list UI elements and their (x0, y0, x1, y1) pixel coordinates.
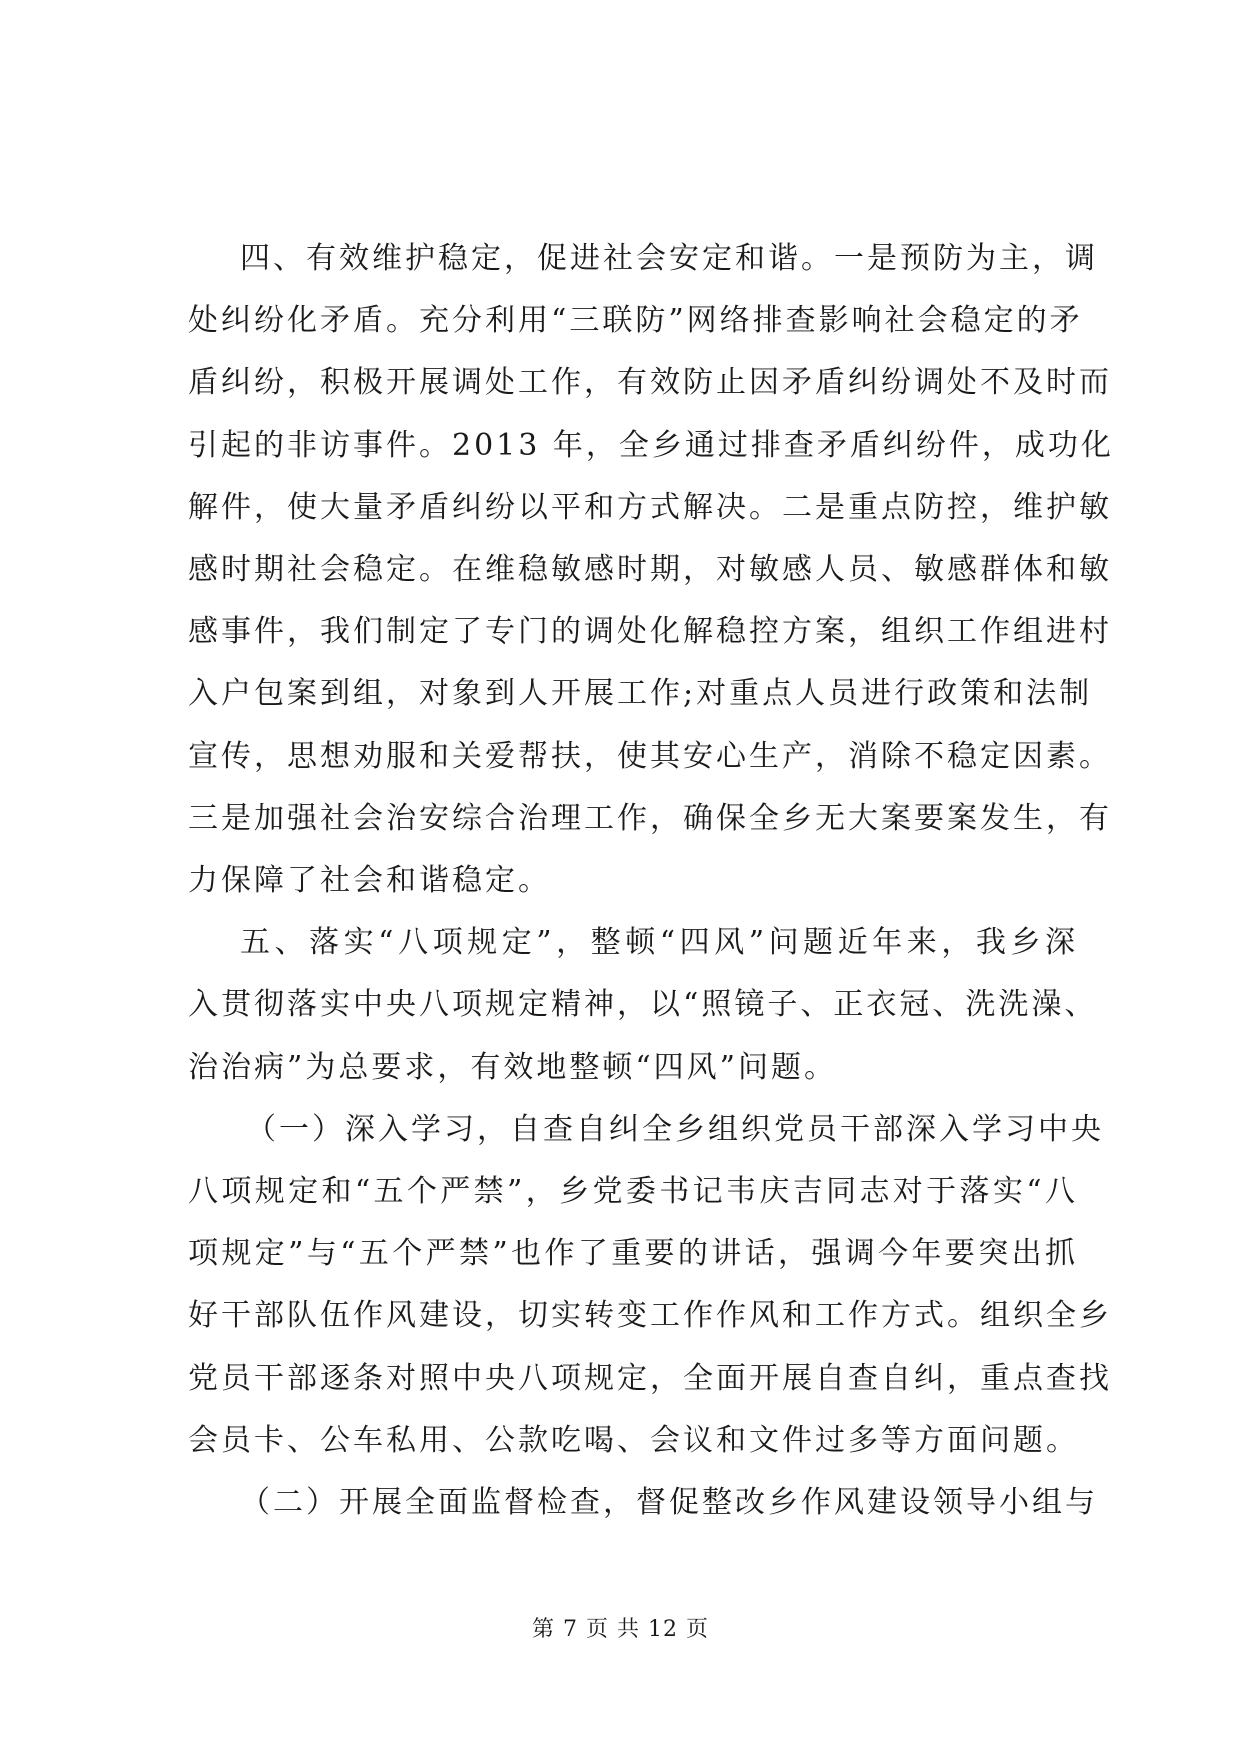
paragraph-section-5 (188, 912, 1098, 1099)
text-line: 感事件，我们制定了专门的调处化解稳控方案，组织工作组进村 (188, 614, 1112, 650)
text-line: 项规定”与“五个严禁”也作了重要的讲话，强调今年要突出抓 (188, 1236, 1078, 1272)
text-line: 好干部队伍作风建设，切实转变工作作风和工作方式。组织全乡 (188, 1298, 1112, 1334)
document-body (188, 228, 1114, 1534)
text-line: 四、有效维护稳定，促进社会安定和谐。一是预防为主，调 (240, 241, 1098, 276)
text-line: 三是加强社会治安综合治理工作，确保全乡无大案要案发生，有 (188, 800, 1112, 836)
page-number-footer: 第 7 页 共 12 页 (532, 1617, 709, 1642)
text-line: 治治病”为总要求，有效地整顿“四风”问题。 (188, 1049, 838, 1085)
text-line: 入户包案到组，对象到人开展工作;对重点人员进行政策和法制 (188, 676, 1093, 712)
text-line: 会员卡、公车私用、公款吃喝、会议和文件过多等方面问题。 (188, 1422, 1079, 1458)
paragraph-subsection-1 (188, 1099, 1112, 1472)
text-line: 解件，使大量矛盾纠纷以平和方式解决。二是重点防控，维护敏 (188, 489, 1112, 525)
text-line: 感时期社会稳定。在维稳敏感时期，对敏感人员、敏感群体和敏 (188, 552, 1112, 588)
text-line: 五、落实“八项规定”，整顿“四风”问题近年来，我乡深 (240, 925, 1078, 961)
text-line: 入贯彻落实中央八项规定精神，以“照镜子、正衣冠、洗洗澡、 (188, 987, 1098, 1023)
paragraph-section-4 (188, 228, 1114, 912)
text-line: 八项规定和“五个严禁”，乡党委书记韦庆吉同志对于落实“八 (188, 1174, 1078, 1210)
text-line: （二）开展全面监督检查，督促整改乡作风建设领导小组与 (240, 1485, 1098, 1521)
text-line: 宣传，思想劝服和关爱帮扶，使其安心生产，消除不稳定因素。 (188, 738, 1112, 774)
text-line: 党员干部逐条对照中央八项规定，全面开展自查自纠，重点查找 (188, 1360, 1112, 1396)
text-line: 力保障了社会和谐稳定。 (188, 863, 551, 899)
text-line: 引起的非访事件。2013 年，全乡通过排查矛盾纠纷件，成功化 (188, 427, 1114, 463)
text-line: 盾纠纷，积极开展调处工作，有效防止因矛盾纠纷调处不及时而 (188, 365, 1112, 401)
text-line: （一）深入学习，自查自纠全乡组织党员干部深入学习中央 (246, 1111, 1104, 1147)
paragraph-subsection-2 (188, 1472, 1098, 1534)
text-line: 处纠纷化矛盾。充分利用“三联防”网络排查影响社会稳定的矛 (188, 303, 1083, 339)
